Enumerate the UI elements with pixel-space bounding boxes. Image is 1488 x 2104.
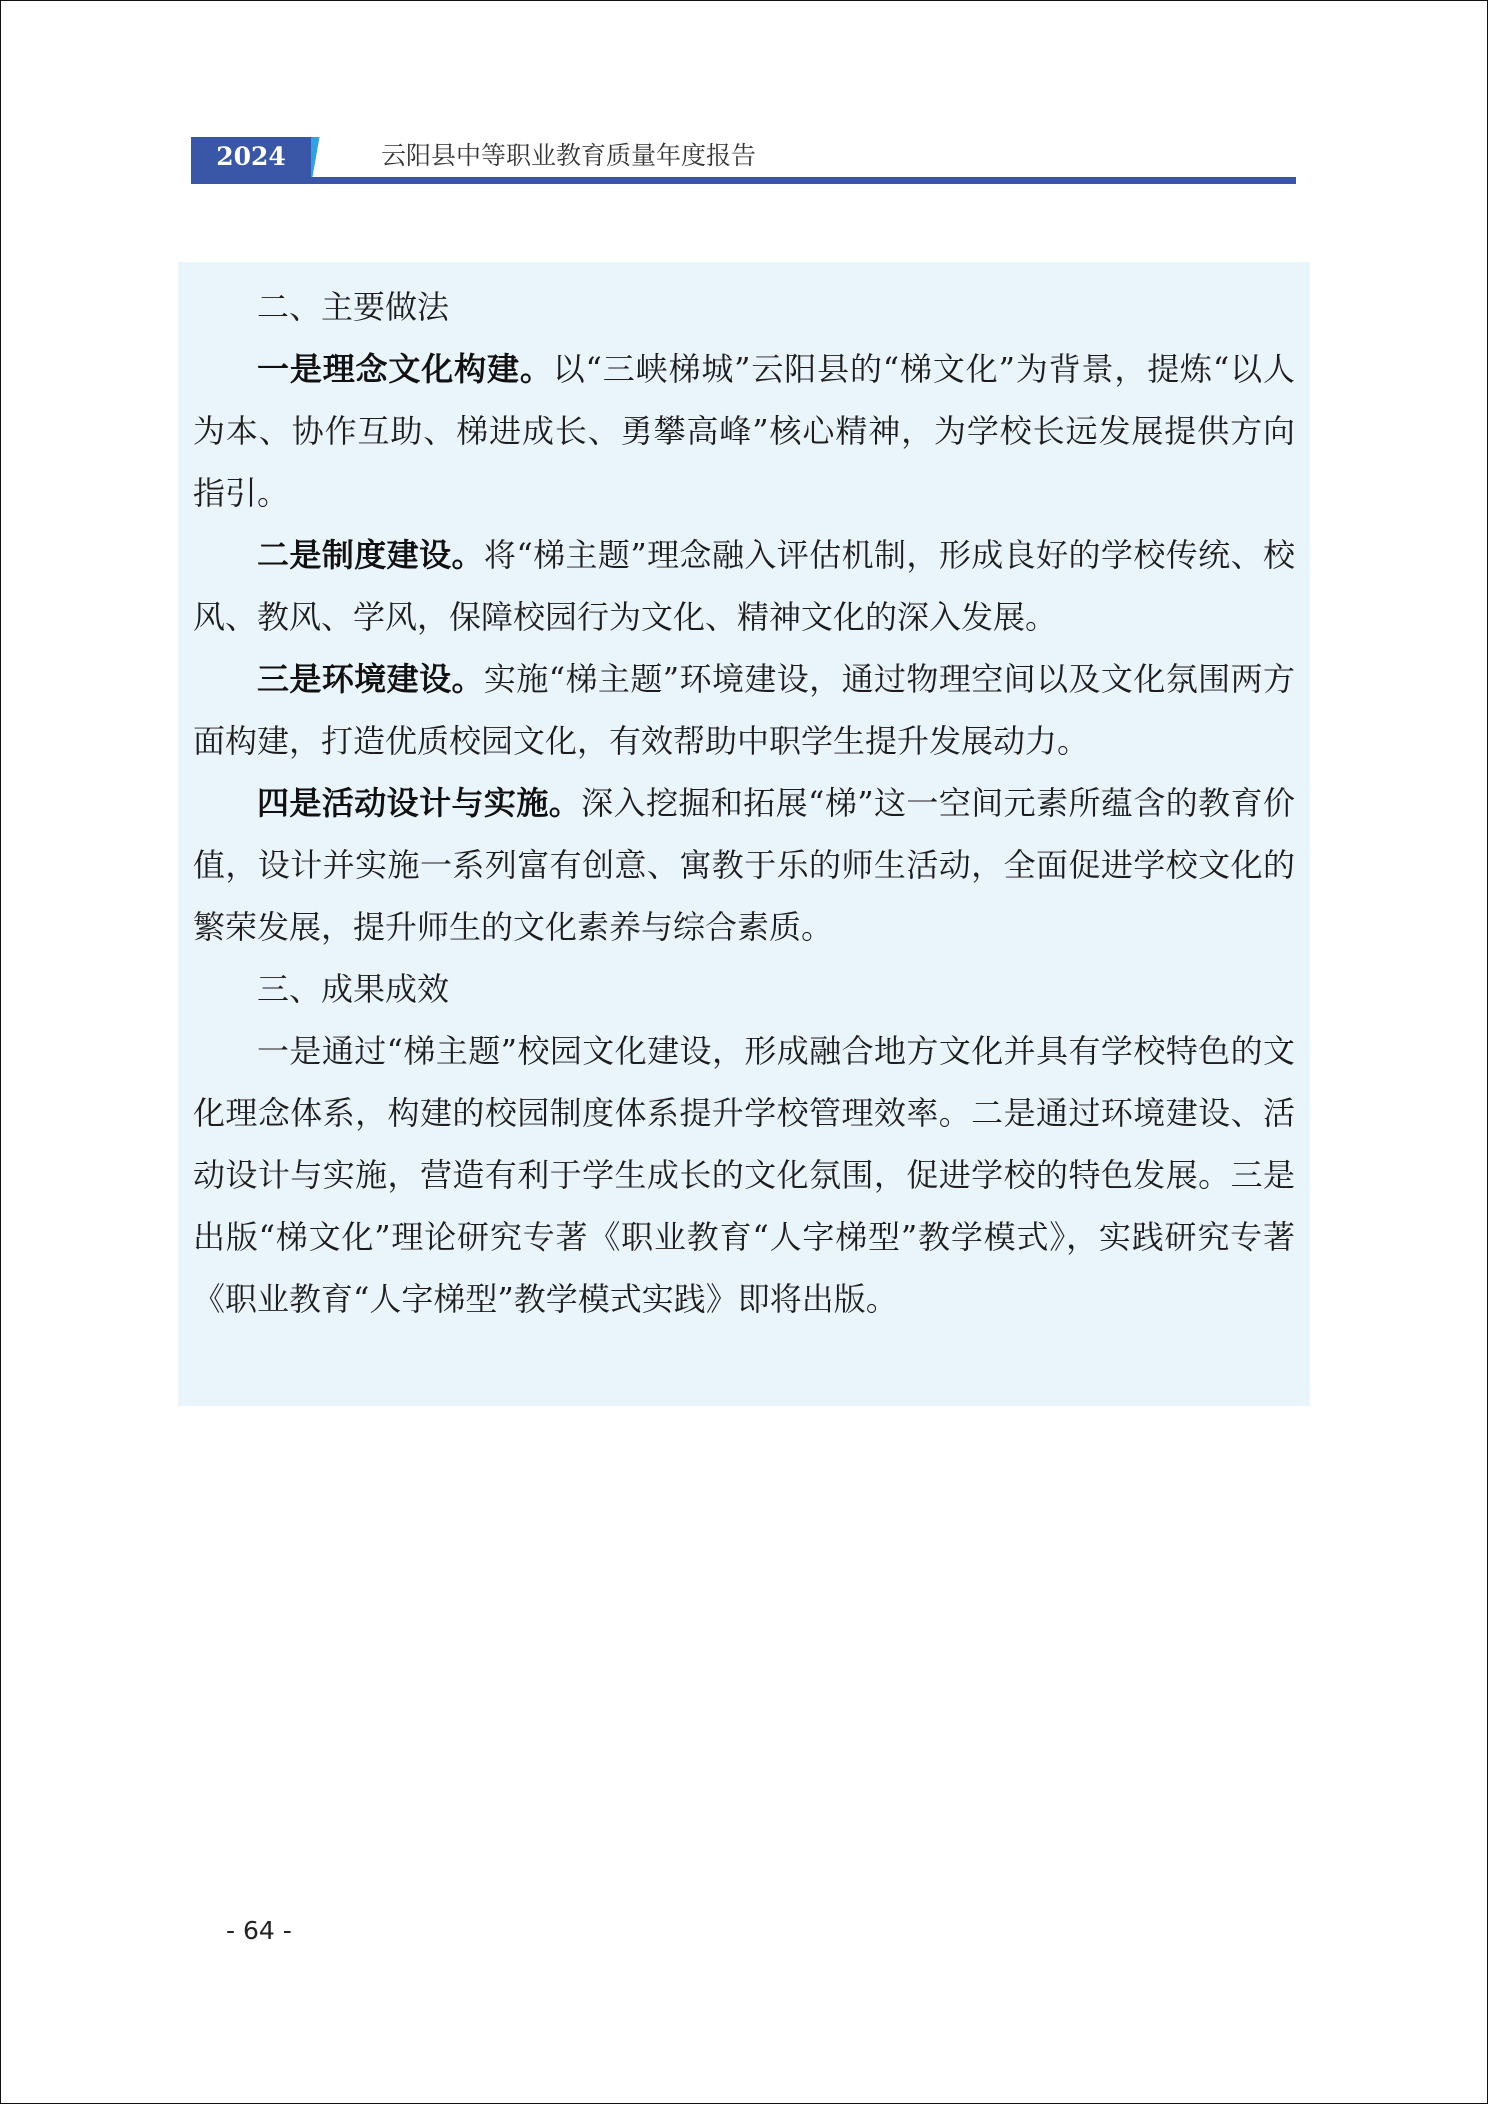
paragraph-body: 以“三峡梯城”云阳县的“梯文化”为背景，提炼“以人为本、协作互助、梯进成长、勇攀高峰”核心精神，为学校长远发展提供方向指引。	[193, 350, 1295, 512]
paragraph-body: 将“梯主题”理念融入评估机制，形成良好的学校传统、校风、教风、学风，保障校园行为文化、精神文化的深入发展。	[193, 536, 1295, 636]
header-rule	[191, 177, 1296, 184]
paragraph-results: 一是通过“梯主题”校园文化建设，形成融合地方文化并具有学校特色的文化理念体系，构建的校园制度体系提升学校管理效率。二是通过环境建设、活动设计与实施，营造有利于学生成长的文化氛围，促进学校的特色发展。三是出版“梯文化”理论研究专著《职业教育“人字梯型”教学模式》，实践研究专著《职业教育“人字梯型”教学模式实践》即将出版。	[193, 1032, 1295, 1318]
paragraph-environment-building	[193, 648, 1295, 772]
report-title: 云阳县中等职业教育质量年度报告	[381, 141, 757, 170]
section-heading-practices: 二、主要做法	[257, 288, 450, 326]
paragraph-lead: 三是环境建设。	[257, 660, 484, 698]
paragraph-lead: 四是活动设计与实施。	[257, 784, 582, 822]
year-badge: 2024	[191, 137, 311, 177]
paragraph-body: 实施“梯主题”环境建设，通过物理空间以及文化氛围两方面构建，打造优质校园文化，有效帮助中职学生提升发展动力。	[193, 660, 1295, 760]
paragraph-system-building	[193, 524, 1295, 648]
year-badge-accent	[311, 137, 325, 177]
page-header	[191, 137, 1296, 184]
paragraph-lead: 一是理念文化构建。	[257, 350, 553, 388]
case-content-box	[178, 262, 1310, 1406]
paragraph-body: 深入挖掘和拓展“梯”这一空间元素所蕴含的教育价值，设计并实施一系列富有创意、寓教于乐的师生活动，全面促进学校文化的繁荣发展，提升师生的文化素养与综合素质。	[193, 784, 1295, 946]
paragraph-concept-culture	[193, 338, 1295, 524]
case-content	[193, 276, 1295, 1330]
paragraph-lead: 二是制度建设。	[257, 536, 484, 574]
page-number: - 64 -	[226, 1916, 292, 1945]
paragraph-activity-design	[193, 772, 1295, 958]
section-heading-results: 三、成果成效	[257, 970, 450, 1008]
